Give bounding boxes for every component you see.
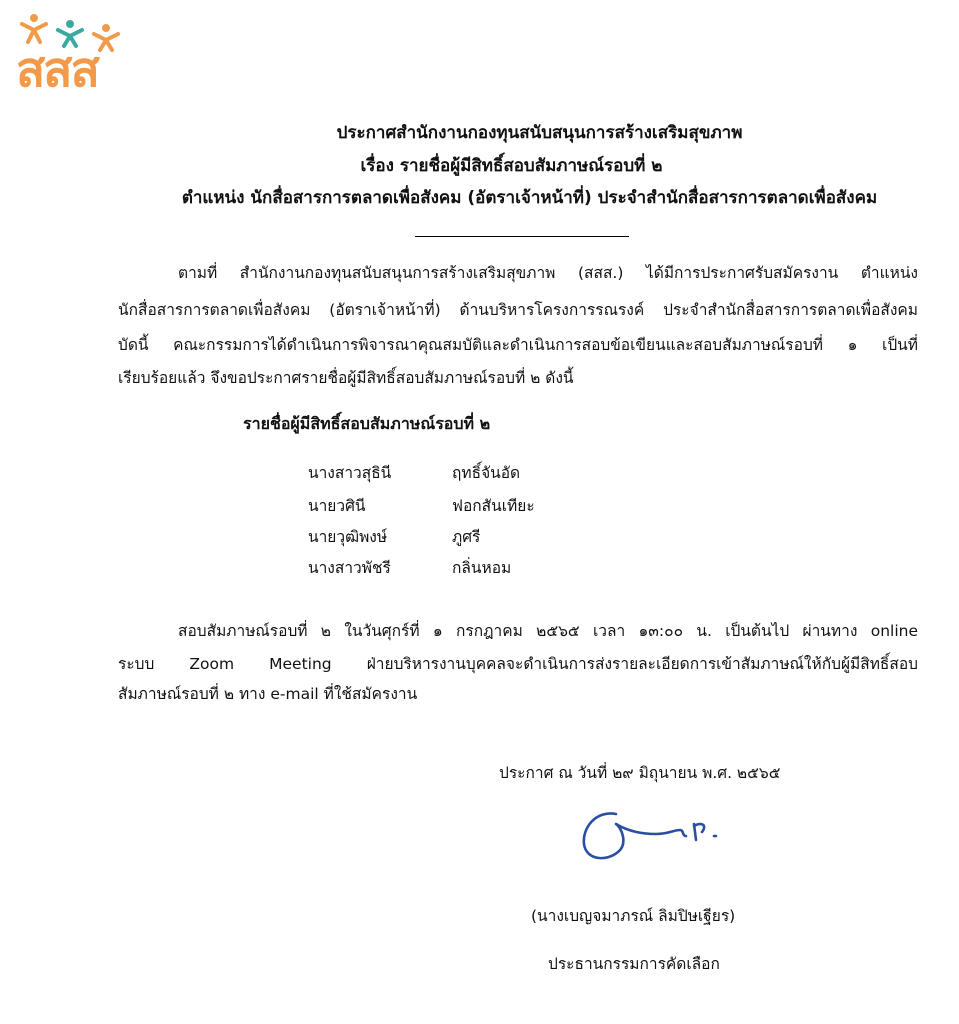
header-line-1: ประกาศสำนักงานกองทุนสนับสนุนการสร้างเสริมสุขภาพ xyxy=(336,123,743,143)
candidate-given-name: นางสาวพัชรี xyxy=(308,559,391,577)
candidate-surname: ภูศรี xyxy=(452,528,481,546)
header-line-3: ตำแหน่ง นักสื่อสารการตลาดเพื่อสังคม (อัตราเจ้าหน้าที่) ประจำสำนักสื่อสารการตลาดเพื่อสังคม xyxy=(181,188,878,208)
schedule-line-1: สอบสัมภาษณ์รอบที่ ๒ ในวันศุกร์ที่ ๑ กรกฎาคม ๒๕๖๕ เวลา ๑๓:๐๐ น. เป็นต้นไป ผ่านทาง online xyxy=(178,622,918,640)
thaihealth-logo xyxy=(14,10,154,102)
intro-line-4: เรียบร้อยแล้ว จึงขอประกาศรายชื่อผู้มีสิทธิ์สอบสัมภาษณ์รอบที่ ๒ ดังนี้ xyxy=(118,369,574,387)
header-line-2: เรื่อง รายชื่อผู้มีสิทธิ์สอบสัมภาษณ์รอบที่ ๒ xyxy=(360,156,663,176)
candidate-given-name: นางสาวสุธินี xyxy=(308,464,392,482)
logo-wordmark: สสส xyxy=(16,42,98,98)
schedule-line-2: ระบบ Zoom Meeting ฝ่ายบริหารงานบุคคลจะดำเนินการส่งรายละเอียดการเข้าสัมภาษณ์ให้กับผู้มีสิทธิ์สอบ xyxy=(118,655,918,673)
candidate-list-heading: รายชื่อผู้มีสิทธิ์สอบสัมภาษณ์รอบที่ ๒ xyxy=(243,414,491,433)
candidate-surname: กลิ่นหอม xyxy=(452,559,512,577)
schedule-paragraph xyxy=(118,624,918,714)
signer-role: ประธานกรรมการคัดเลือก xyxy=(548,955,720,973)
schedule-line-3: สัมภาษณ์รอบที่ ๒ ทาง e-mail ที่ใช้สมัครงาน xyxy=(118,685,418,703)
intro-line-1: ตามที่ สำนักงานกองทุนสนับสนุนการสร้างเสริมสุขภาพ (สสส.) ได้มีการประกาศรับสมัครงาน ตำแหน่ง xyxy=(178,264,918,282)
intro-line-3: บัดนี้ คณะกรรมการได้ดำเนินการพิจารณาคุณสมบัติและดำเนินการสอบข้อเขียนและสอบสัมภาษณ์รอบที่ ๑ เป็นที่ xyxy=(118,336,918,354)
signature-image xyxy=(576,800,736,870)
signer-name: (นางเบญจมาภรณ์ ลิมปิษเฐียร) xyxy=(531,907,736,925)
candidate-given-name: นายวศินี xyxy=(308,497,366,515)
candidate-surname: ฤทธิ์จันอัด xyxy=(452,464,521,482)
intro-paragraph xyxy=(118,266,918,386)
announcement-date: ประกาศ ณ วันที่ ๒๙ มิถุนายน พ.ศ. ๒๕๖๕ xyxy=(499,764,781,782)
header-divider xyxy=(415,236,629,237)
candidate-surname: ฟอกสันเทียะ xyxy=(452,497,535,515)
intro-line-2: นักสื่อสารการตลาดเพื่อสังคม (อัตราเจ้าหน้าที่) ด้านบริหารโครงการรณรงค์ ประจำสำนักสื่อสารการตลาดเพื่อสังคม xyxy=(118,301,918,319)
candidate-given-name: นายวุฒิพงษ์ xyxy=(308,528,388,546)
